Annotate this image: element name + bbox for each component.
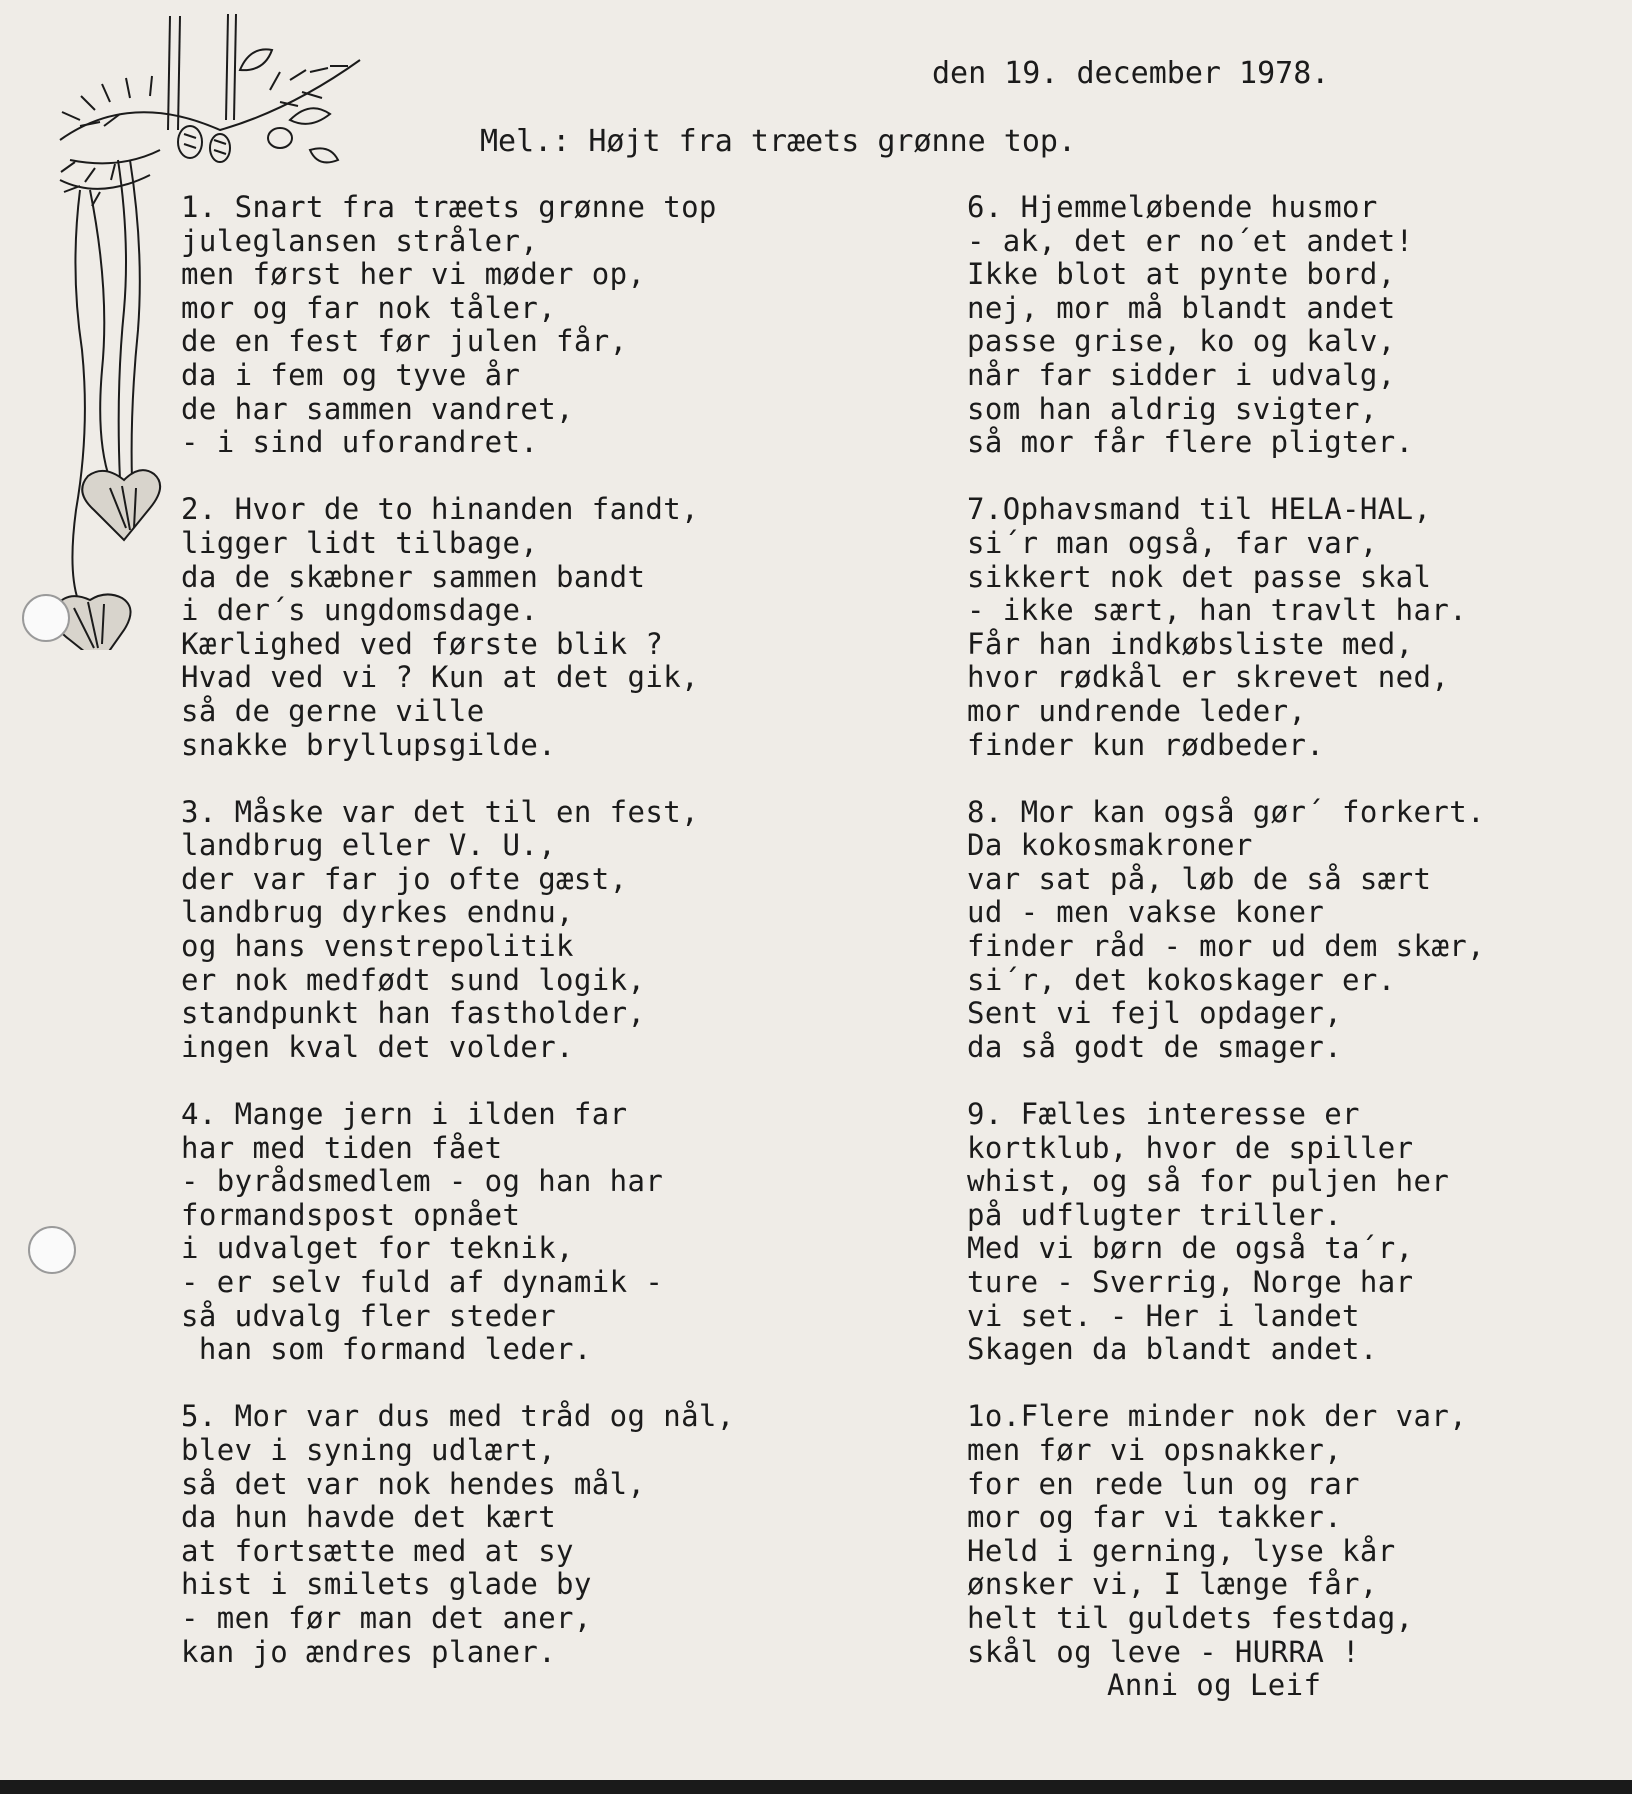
verse-line: 1o.Flere minder nok der var, [967,1399,1468,1434]
verse-line: ligger lidt tilbage, [181,525,539,560]
verse-line: så de gerne ville [181,693,485,728]
verse-line: de en fest før julen får, [181,324,628,359]
verse-line: når far sidder i udvalg, [967,357,1396,392]
verse-9 [967,1098,1485,1367]
verse-line: si´r man også, far var, [967,525,1378,560]
verse-line: Kærlighed ved første blik ? [181,626,664,661]
verse-line: passe grise, ko og kalv, [967,324,1396,359]
right-column [967,191,1485,1703]
verse-line: 9. Fælles interesse er [967,1097,1360,1132]
verse-line: der var far jo ofte gæst, [181,861,628,896]
verse-line: da i fem og tyve år [181,357,521,392]
melody-heading: Mel.: Højt fra træets grønne top. [480,124,1077,159]
punch-hole-upper [22,594,70,642]
verse-line: formandspost opnået [181,1197,521,1232]
verse-line: standpunkt han fastholder, [181,996,646,1031]
signature: Anni og Leif [1107,1668,1322,1703]
verse-10 [967,1400,1485,1702]
verse-line: kan jo ændres planer. [181,1634,557,1669]
verse-line: for en rede lun og rar [967,1466,1360,1501]
verse-3 [181,796,735,1065]
date-heading: den 19. december 1978. [932,56,1330,91]
verse-line: - i sind uforandret. [181,425,539,460]
left-column [181,191,735,1703]
verse-4 [181,1098,735,1367]
verse-line: - men før man det aner, [181,1600,592,1635]
verse-line: landbrug dyrkes endnu, [181,895,574,930]
verse-line: i udvalget for teknik, [181,1231,574,1266]
verse-line: ønsker vi, I længe får, [967,1567,1378,1602]
verse-line: finder kun rødbeder. [967,727,1325,762]
verse-line: - ak, det er no´et andet! [967,223,1414,258]
verse-line: ud - men vakse koner [967,895,1325,930]
verse-line: whist, og så for puljen her [967,1164,1450,1199]
verse-line: skål og leve - HURRA ! [967,1634,1360,1669]
verse-line: si´r, det kokoskager er. [967,962,1396,997]
verse-line: da så godt de smager. [967,1029,1343,1064]
verse-line: 1. Snart fra træets grønne top [181,190,717,224]
verse-line: juleglansen stråler, [181,223,539,258]
verse-line: så mor får flere pligter. [967,425,1414,460]
verse-line: på udflugter triller. [967,1197,1343,1232]
verse-line: mor undrende leder, [967,693,1307,728]
verse-line: er nok medfødt sund logik, [181,962,646,997]
verse-line: han som formand leder. [181,1332,592,1367]
verse-line: men først her vi møder op, [181,257,646,292]
verse-7 [967,493,1485,762]
verse-line: blev i syning udlært, [181,1432,557,1467]
scan-border [0,1780,1632,1794]
verse-line: Sent vi fejl opdager, [967,996,1343,1031]
verse-8 [967,796,1485,1065]
verse-2 [181,493,735,762]
verse-line: - byrådsmedlem - og han har [181,1164,664,1199]
verse-line: da de skæbner sammen bandt [181,559,646,594]
verse-6 [967,191,1485,460]
verse-line: hvor rødkål er skrevet ned, [967,660,1450,695]
verse-line: sikkert nok det passe skal [967,559,1432,594]
verse-line: så udvalg fler steder [181,1298,557,1333]
verse-line: helt til guldets festdag, [967,1600,1414,1635]
verse-line: 8. Mor kan også gør´ forkert. [967,794,1485,829]
verse-line: de har sammen vandret, [181,391,574,426]
verse-line: - er selv fuld af dynamik - [181,1265,664,1299]
verse-line: 4. Mange jern i ilden far [181,1097,628,1132]
verse-line: snakke bryllupsgilde. [181,727,557,762]
verse-5 [181,1400,735,1669]
verse-line: vi set. - Her i landet [967,1298,1360,1333]
verse-line: da hun havde det kært [181,1500,557,1535]
verse-line: som han aldrig svigter, [967,391,1378,426]
verse-line: men før vi opsnakker, [967,1432,1343,1467]
verse-line: 6. Hjemmeløbende husmor [967,190,1378,224]
verse-line: landbrug eller V. U., [181,828,557,863]
verse-line: og hans venstrepolitik [181,929,574,964]
verse-line: 3. Måske var det til en fest, [181,794,699,829]
verse-line: Ikke blot at pynte bord, [967,257,1396,292]
punch-hole-lower [28,1226,76,1274]
verse-line: - ikke sært, han travlt har. [967,593,1468,628]
verse-line: mor og far vi takker. [967,1500,1343,1535]
verse-line: kortklub, hvor de spiller [967,1130,1414,1165]
verse-line: 5. Mor var dus med tråd og nål, [181,1399,735,1434]
verse-line: Skagen da blandt andet. [967,1332,1378,1367]
verse-line: 7.Ophavsmand til HELA-HAL, [967,492,1432,527]
verse-line: Hvad ved vi ? Kun at det gik, [181,660,699,695]
verse-line: finder råd - mor ud dem skær, [967,929,1485,964]
verse-1 [181,191,735,460]
verse-line: så det var nok hendes mål, [181,1466,646,1501]
verse-line: ture - Sverrig, Norge har [967,1265,1414,1299]
verse-line: Får han indkøbsliste med, [967,626,1414,661]
verse-line: Med vi børn de også ta´r, [967,1231,1414,1266]
verse-line: hist i smilets glade by [181,1567,592,1602]
verse-line: 2. Hvor de to hinanden fandt, [181,492,699,527]
verse-line: var sat på, løb de så sært [967,861,1432,896]
verse-line: Held i gerning, lyse kår [967,1533,1396,1568]
verse-line: ingen kval det volder. [181,1029,574,1064]
verse-line: i der´s ungdomsdage. [181,593,539,628]
verse-line: at fortsætte med at sy [181,1533,574,1568]
verse-line: har med tiden fået [181,1130,503,1165]
verse-line: Da kokosmakroner [967,828,1253,863]
verse-line: nej, mor må blandt andet [967,290,1396,325]
verse-line: mor og far nok tåler, [181,290,557,325]
